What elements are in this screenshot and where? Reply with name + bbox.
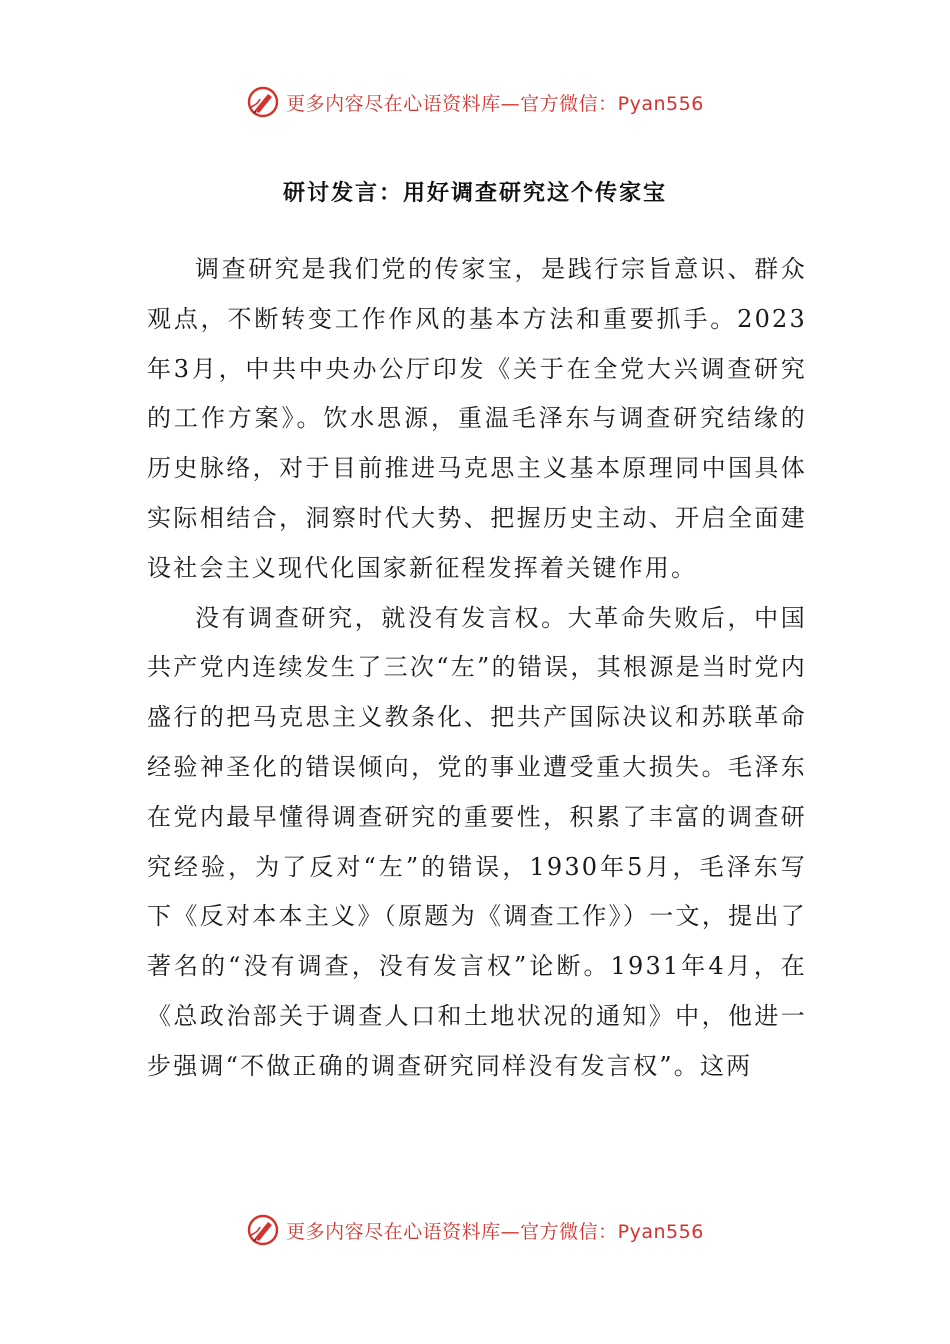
footer-watermark-text: 更多内容尽在心语资料库—官方微信：Pyan556 (286, 1220, 704, 1243)
header-watermark-text: 更多内容尽在心语资料库—官方微信：Pyan556 (286, 92, 704, 115)
pen-logo-icon (246, 1213, 280, 1247)
paragraph-2: 没有调查研究，就没有发言权。大革命失败后，中国共产党内连续发生了三次“左”的错误，其根源是当时党内盛行的把马克思主义教条化、把共产国际决议和苏联革命经验神圣化的错误倾向，党的事业遭受重大损失。毛泽东在党内最早懂得调查研究的重要性，积累了丰富的调查研究经验，为了反对“左”的错误，1930年5月，毛泽东写下《反对本本主义》（原题为《调查工作》）一文，提出了著名的“没有调查，没有发言权”论断。1931年4月，在《总政治部关于调查人口和土地状况的通知》中，他进一步强调“不做正确的调查研究同样没有发言权”。这两 (147, 603, 807, 1080)
document-body (147, 245, 807, 1092)
pen-logo-icon (246, 85, 280, 119)
document-title: 研讨发言：用好调查研究这个传家宝 (282, 181, 667, 206)
header-watermark (0, 82, 950, 122)
footer-watermark (0, 1210, 950, 1250)
paragraph-1: 调查研究是我们党的传家宝，是践行宗旨意识、群众观点，不断转变工作作风的基本方法和重要抓手。2023年3月，中共中央办公厅印发《关于在全党大兴调查研究的工作方案》。饮水思源，重温毛泽东与调查研究结缘的历史脉络，对于目前推进马克思主义基本原理同中国具体实际相结合，洞察时代大势、把握历史主动、开启全面建设社会主义现代化国家新征程发挥着关键作用。 (147, 255, 807, 582)
